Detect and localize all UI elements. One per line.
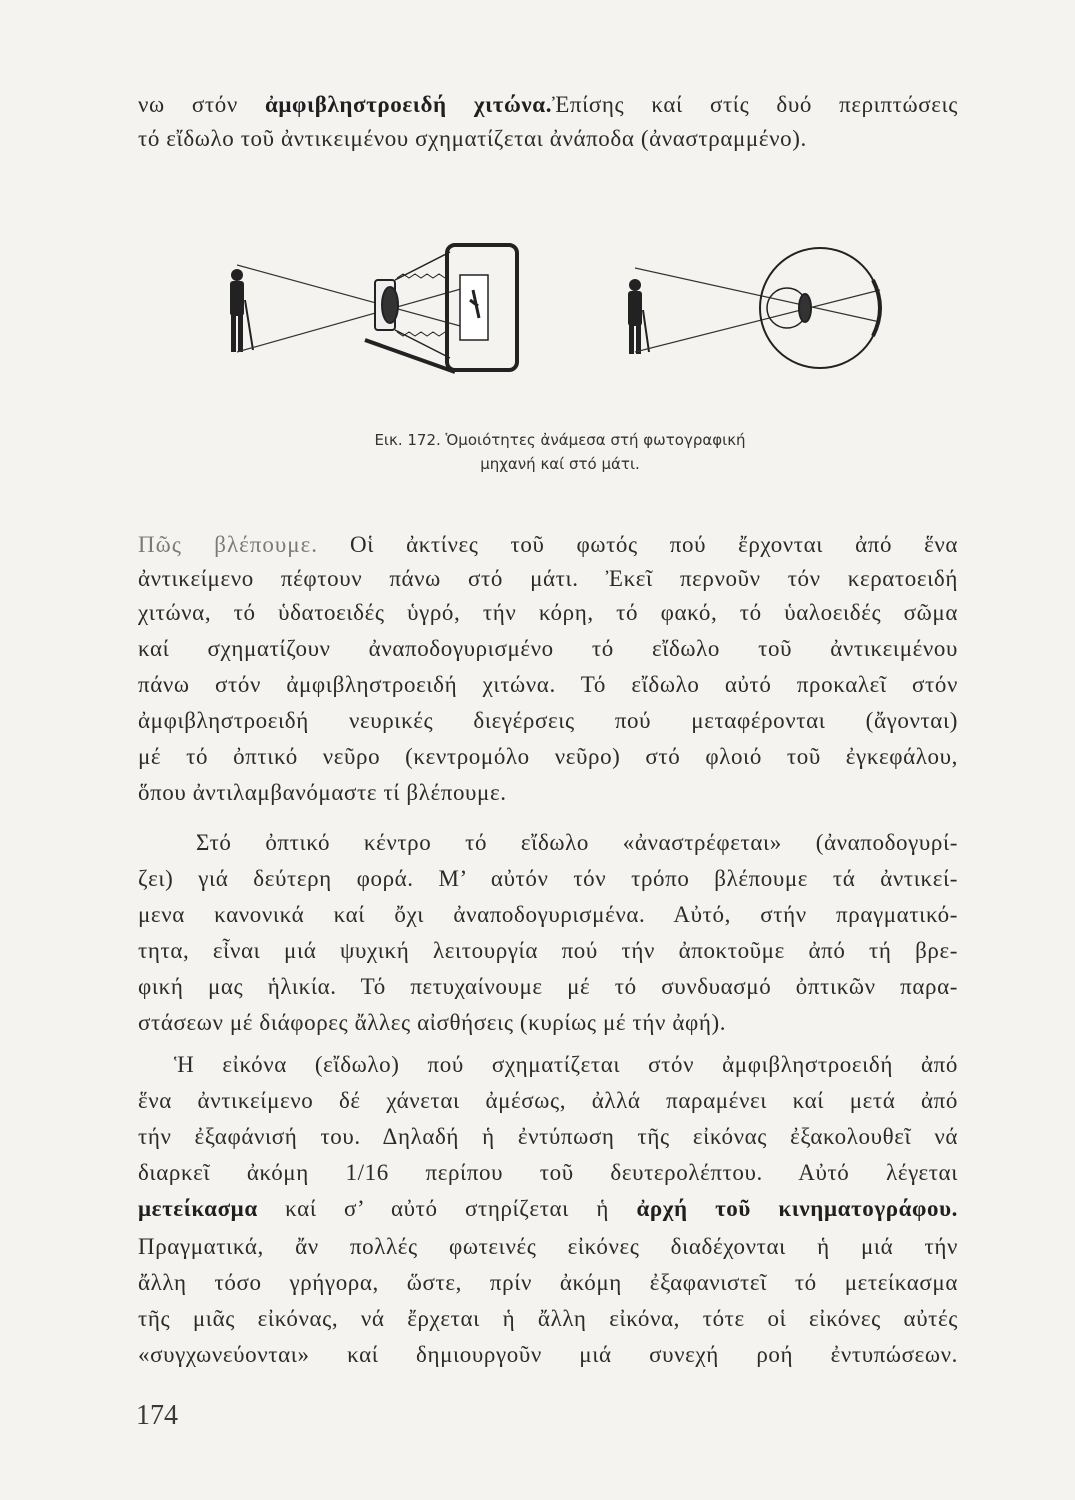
term-cinema-principle: ἀρχή τοῦ κινηματογράφου.: [636, 1196, 958, 1221]
section1-line: ἀντικείμενο πέφτουν πάνω στό μάτι. Ἐκεῖ περνοῦν τόν κερατοειδή: [138, 566, 958, 591]
man-figure-left: [230, 269, 253, 352]
figure-caption-line-1: Εικ. 172. Ὁμοιότητες ἀνάμεσα στή φωτογραφική: [374, 431, 746, 449]
section1-line: ὅπου ἀντιλαμβανόμαστε τί βλέπουμε.: [138, 780, 507, 805]
section3-line: τήν ἐξαφάνισή του. Δηλαδή ἡ ἐντύπωση τῆς εἰκόνας ἐξακολουθεῖ νά: [138, 1124, 958, 1149]
section3-line: ἄλλη τόσο γρήγορα, ὥστε, πρίν ἀκόμη ἐξαφανιστεῖ τό μετείκασμα: [138, 1270, 958, 1295]
section3-line: Πραγματικά, ἄν πολλές φωτεινές εἰκόνες διαδέχονται ἡ μιά τήν: [138, 1234, 958, 1259]
section3-line: διαρκεῖ ἀκόμη 1/16 περίπου τοῦ δευτερολέπτου. Αὐτό λέγεται: [138, 1160, 958, 1185]
section2-line: στάσεων μέ διάφορες ἄλλες αἰσθήσεις (κυρίως μέ τήν ἀφή).: [138, 1010, 727, 1035]
section1-line: πάνω στόν ἀμφιβληστροειδή χιτώνα. Τό εἴδωλο αὐτό προκαλεῖ στόν: [138, 672, 958, 697]
figure-caption-line-2: μηχανή καί στό μάτι.: [480, 455, 640, 473]
eye-rays: [635, 268, 880, 352]
intro-line-2: τό εἴδωλο τοῦ ἀντικειμένου σχηματίζεται ἀνάποδα (ἀναστραμμένο).: [138, 126, 807, 151]
section1-line: χιτώνα, τό ὑδατοειδές ὑγρό, τήν κόρη, τό φακό, τό ὑαλοειδές σῶμα: [138, 600, 958, 625]
camera-diagram: [365, 245, 517, 372]
section1-line: καί σχηματίζουν ἀναποδογυρισμένο τό εἴδωλο τοῦ ἀντικειμένου: [138, 636, 958, 661]
section2-line: ζει) γιά δεύτερη φορά. Μ’ αὐτόν τόν τρόπο βλέπουμε τά ἀντικεί-: [138, 866, 958, 891]
eye-diagram: [760, 248, 880, 368]
section1-line: ἀμφιβληστροειδή νευρικές διεγέρσεις πού μεταφέρονται (ἄγονται): [138, 708, 958, 733]
intro-line-1: νω στόν ἀμφιβληστροειδή χιτώνα.Ἐπίσης καί στίς δυό περιπτώσεις: [138, 92, 958, 117]
term-meteikasma: μετείκασμα: [138, 1196, 258, 1221]
section-heading: Πῶς βλέπουμε.: [138, 532, 319, 557]
section1-line-1: Πῶς βλέπουμε. Οἱ ἀκτίνες τοῦ φωτός πού ἔρχονται ἀπό ἕνα: [138, 532, 958, 557]
page-number: 174: [136, 1400, 178, 1431]
section1-line: μέ τό ὀπτικό νεῦρο (κεντρομόλο νεῦρο) στό φλοιό τοῦ ἐγκεφάλου,: [138, 744, 958, 769]
camera-eye-figure: [215, 240, 895, 380]
camera-rays: [237, 265, 475, 352]
section3-line: Ἡ εἰκόνα (εἴδωλο) πού σχηματίζεται στόν ἀμφιβληστροειδή ἀπό: [174, 1052, 958, 1077]
section3-bold-line: μετείκασμα καί σ’ αὐτό στηρίζεται ἡ ἀρχή τοῦ κινηματογράφου.: [138, 1196, 958, 1221]
section3-line: ἕνα ἀντικείμενο δέ χάνεται ἀμέσως, ἀλλά παραμένει καί μετά ἀπό: [138, 1088, 958, 1113]
section3-line: τῆς μιᾶς εἰκόνας, νά ἔρχεται ἡ ἄλλη εἰκόνα, τότε οἱ εἰκόνες αὐτές: [138, 1306, 958, 1331]
man-figure-right: [628, 279, 649, 354]
section2-line: μενα κανονικά καί ὄχι ἀναποδογυρισμένα. Αὐτό, στήν πραγματικό-: [138, 902, 958, 927]
section2-line: φική μας ἡλικία. Τό πετυχαίνουμε μέ τό συνδυασμό ὀπτικῶν παρα-: [138, 974, 958, 999]
section3-line: «συγχωνεύονται» καί δημιουργοῦν μιά συνεχή ροή ἐντυπώσεων.: [138, 1342, 958, 1367]
section2-line: Στό ὀπτικό κέντρο τό εἴδωλο «ἀναστρέφεται» (ἀναποδογυρί-: [196, 830, 958, 855]
section2-line: τητα, εἶναι μιά ψυχική λειτουργία πού τήν ἀποκτοῦμε ἀπό τή βρε-: [138, 938, 958, 963]
